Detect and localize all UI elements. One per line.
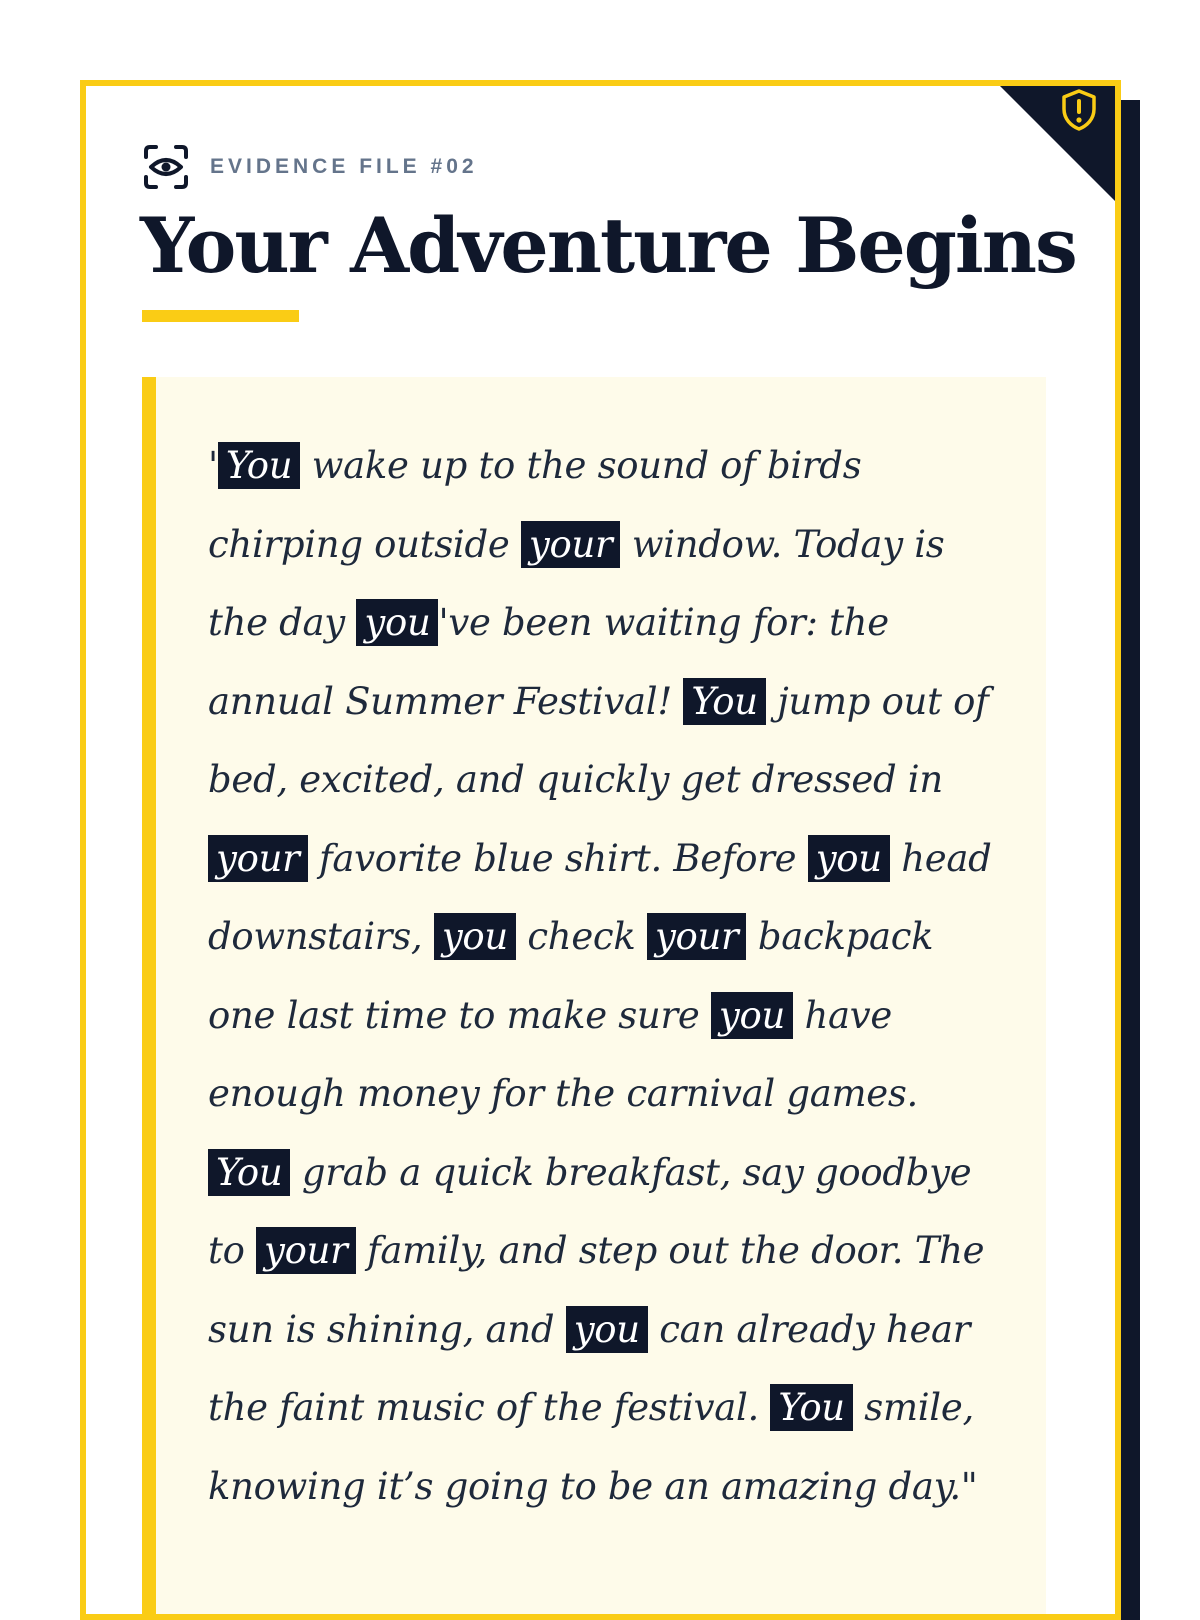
- highlighted-pronoun: you: [711, 992, 793, 1039]
- passage-text: family, and step out the door. The sun is shining, and: [208, 1229, 985, 1351]
- highlighted-pronoun: You: [218, 442, 300, 489]
- passage-text: backpack one last time to make sure: [208, 915, 934, 1037]
- passage-text: head downstairs,: [208, 836, 992, 958]
- passage-text: check: [515, 915, 647, 958]
- highlighted-pronoun: You: [208, 1149, 290, 1196]
- quote-text: [208, 427, 1008, 1526]
- highlighted-pronoun: you: [566, 1306, 648, 1353]
- highlighted-pronoun: You: [683, 678, 765, 725]
- quote-block: [142, 377, 1046, 1620]
- passage-text: window. Today is the day: [208, 522, 945, 644]
- evidence-file-label: EVIDENCE FILE #02: [210, 155, 478, 178]
- passage-text: jump out of bed, excited, and quickly get dressed in: [208, 679, 989, 801]
- passage-text: have enough money for the carnival games.: [208, 993, 918, 1115]
- passage-text: favorite blue shirt. Before: [307, 836, 808, 880]
- passage-text: can already hear the faint music of the festival.: [208, 1307, 971, 1429]
- page-title: Your Adventure Begins: [140, 201, 1076, 290]
- shield-alert-icon: [1059, 88, 1099, 132]
- passage-text: grab a quick breakfast, say goodbye to: [208, 1150, 972, 1272]
- evidence-card: [80, 80, 1121, 1620]
- title-underline: [142, 310, 299, 322]
- eye-scan-icon: [142, 143, 190, 191]
- passage-text: ': [208, 444, 218, 487]
- highlighted-pronoun: You: [770, 1384, 852, 1431]
- highlighted-pronoun: your: [647, 913, 747, 960]
- highlighted-pronoun: you: [356, 599, 438, 646]
- highlighted-pronoun: your: [521, 521, 621, 568]
- eyebrow: [142, 143, 478, 191]
- highlighted-pronoun: you: [434, 913, 516, 960]
- passage-text: 've been waiting for: the annual Summer Festival!: [208, 601, 889, 723]
- highlighted-pronoun: your: [208, 835, 308, 882]
- highlighted-pronoun: your: [256, 1227, 356, 1274]
- passage-text: smile, knowing it’s going to be an amazing day.": [208, 1386, 978, 1508]
- highlighted-pronoun: you: [808, 835, 890, 882]
- passage-text: wake up to the sound of birds chirping outside: [208, 444, 862, 566]
